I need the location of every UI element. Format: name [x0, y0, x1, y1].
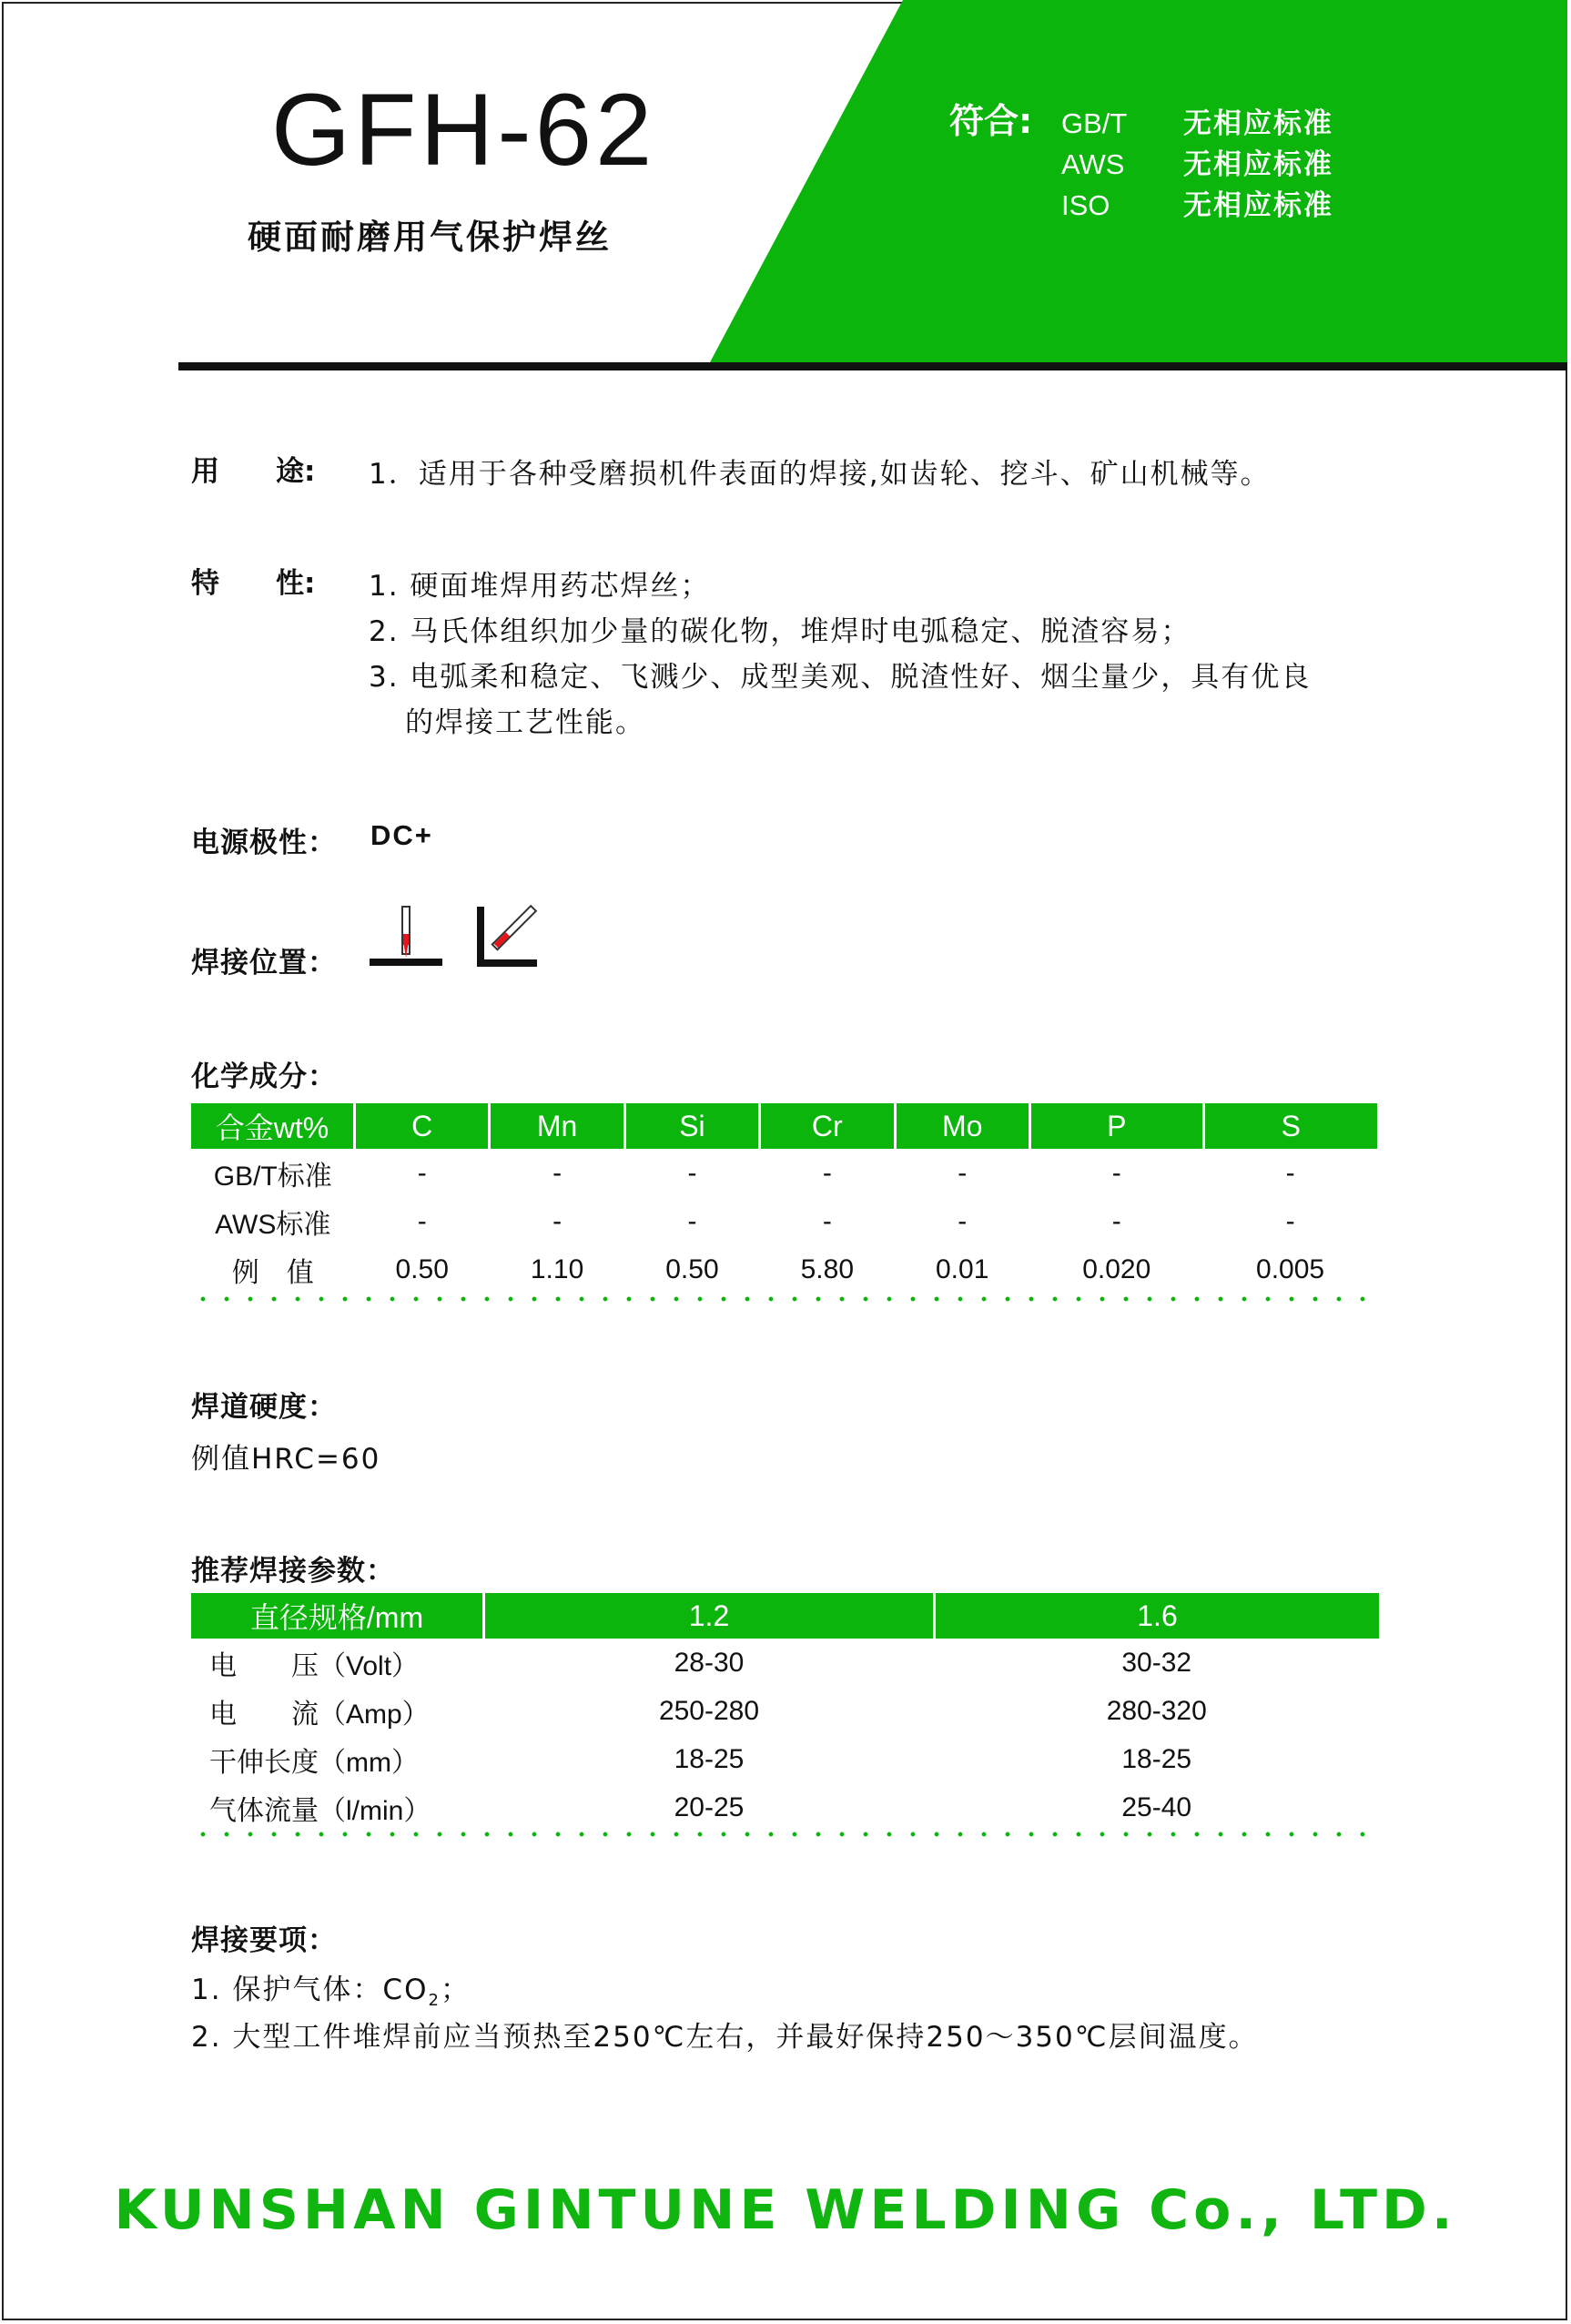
- hardness-value: 例值HRC=60: [191, 1443, 381, 1476]
- params-table: [191, 1593, 1379, 1832]
- column-header: C: [355, 1103, 490, 1149]
- standard-value: 无相应标准: [1183, 189, 1333, 222]
- table-cell: 280-320: [1106, 1695, 1207, 1726]
- note-item-1-suffix: ；: [440, 1974, 471, 2006]
- column-header: 合金wt%: [191, 1103, 355, 1149]
- row-header: 电 流（Amp）: [209, 1699, 430, 1730]
- table-cell: 0.01: [935, 1253, 989, 1284]
- row-header: AWS标准: [215, 1209, 331, 1240]
- column-header: 1.6: [935, 1593, 1380, 1639]
- horizontal-fillet-position-icon: [473, 903, 564, 971]
- company-footer: KUNSHAN GINTUNE WELDING Co., LTD.: [114, 2178, 1457, 2242]
- dotted-divider: [191, 1832, 1374, 1837]
- standard-name: GB/T: [1061, 107, 1128, 139]
- product-code: GFH-62: [271, 73, 656, 187]
- table-cell: -: [822, 1157, 832, 1188]
- note-item-1: [191, 1966, 471, 2010]
- standard-row-aws: [1061, 141, 1333, 182]
- row-header: 例 值: [231, 1257, 314, 1288]
- row-header: 气体流量（l/min）: [209, 1795, 431, 1826]
- table-cell: 0.020: [1082, 1253, 1151, 1284]
- column-header: Si: [624, 1103, 759, 1149]
- usage-item: 1．适用于各种受磨损机件表面的焊接,如齿轮、挖斗、矿山机械等。: [369, 458, 1271, 491]
- column-header: 直径规格/mm: [191, 1593, 484, 1639]
- chemistry-title: 化学成分：: [191, 1061, 337, 1093]
- table-cell: 0.50: [665, 1253, 719, 1284]
- table-cell: -: [552, 1157, 563, 1188]
- hardness-title: 焊道硬度：: [191, 1391, 337, 1424]
- usage-label: 用 途:: [191, 455, 316, 488]
- table-cell: -: [958, 1205, 968, 1236]
- standard-value: 无相应标准: [1183, 148, 1333, 181]
- params-title: 推荐焊接参数：: [191, 1555, 395, 1588]
- feature-item-1: 1. 硬面堆焊用药芯焊丝；: [369, 570, 711, 603]
- table-cell: -: [552, 1205, 563, 1236]
- position-label: 焊接位置：: [191, 947, 337, 979]
- table-cell: -: [417, 1157, 427, 1188]
- table-row: [191, 1783, 1379, 1832]
- column-header: Mn: [490, 1103, 624, 1149]
- table-cell: -: [1285, 1205, 1295, 1236]
- table-cell: 18-25: [674, 1743, 745, 1774]
- table-cell: -: [417, 1205, 427, 1236]
- table-cell: 250-280: [658, 1695, 760, 1726]
- table-cell: -: [1111, 1157, 1121, 1188]
- note-item-1-subscript: 2: [428, 1991, 441, 2011]
- table-row: [191, 1639, 1379, 1687]
- table-row: [191, 1687, 1379, 1735]
- notes-title: 焊接要项：: [191, 1924, 337, 1957]
- table-cell: -: [687, 1205, 697, 1236]
- header-divider: [178, 362, 1567, 370]
- table-row: [191, 1197, 1377, 1245]
- dotted-divider: [191, 1296, 1374, 1302]
- table-header-row: [191, 1103, 1377, 1149]
- polarity-label: 电源极性：: [191, 827, 337, 859]
- table-cell: -: [822, 1205, 832, 1236]
- chemistry-table: [191, 1103, 1377, 1294]
- standard-row-gbt: [1061, 100, 1333, 141]
- table-cell: -: [687, 1157, 697, 1188]
- feature-item-2: 2. 马氏体组织加少量的碳化物，堆焊时电弧稳定、脱渣容易；: [369, 615, 1191, 648]
- table-cell: 5.80: [800, 1253, 854, 1284]
- column-header: 1.2: [484, 1593, 935, 1639]
- table-cell: -: [1285, 1157, 1295, 1188]
- table-cell: 28-30: [674, 1647, 745, 1678]
- column-header: S: [1203, 1103, 1377, 1149]
- polarity-value: DC+: [370, 819, 433, 851]
- row-header: GB/T标准: [213, 1161, 332, 1192]
- table-cell: 25-40: [1121, 1791, 1192, 1822]
- table-cell: 0.50: [395, 1253, 449, 1284]
- table-cell: -: [1111, 1205, 1121, 1236]
- table-cell: 30-32: [1121, 1647, 1192, 1678]
- table-cell: 0.005: [1256, 1253, 1325, 1284]
- conform-label: 符合:: [949, 101, 1033, 141]
- table-cell: 20-25: [674, 1791, 745, 1822]
- column-header: Cr: [760, 1103, 895, 1149]
- note-item-1-text: 1. 保护气体：CO: [191, 1974, 429, 2006]
- standard-name: AWS: [1061, 148, 1125, 180]
- column-header: Mo: [895, 1103, 1029, 1149]
- feature-item-3: 3. 电弧柔和稳定、飞溅少、成型美观、脱渣性好、烟尘量少，具有优良: [369, 661, 1312, 694]
- feature-item-3-cont: 的焊接工艺性能。: [405, 706, 645, 739]
- column-header: P: [1029, 1103, 1203, 1149]
- table-cell: 18-25: [1121, 1743, 1192, 1774]
- product-name: 硬面耐磨用气保护焊丝: [248, 218, 612, 257]
- table-cell: 1.10: [530, 1253, 584, 1284]
- table-row: [191, 1245, 1377, 1294]
- header-green-banner: [0, 0, 1571, 369]
- table-row: [191, 1149, 1377, 1197]
- row-header: 干伸长度（mm）: [209, 1747, 419, 1778]
- table-cell: -: [958, 1157, 968, 1188]
- standard-value: 无相应标准: [1183, 107, 1333, 140]
- table-row: [191, 1735, 1379, 1783]
- row-header: 电 压（Volt）: [209, 1650, 420, 1681]
- features-label: 特 性:: [191, 567, 316, 600]
- table-header-row: [191, 1593, 1379, 1639]
- standard-row-iso: [1061, 182, 1333, 223]
- note-item-2: 2. 大型工件堆焊前应当预热至250℃左右，并最好保持250～350℃层间温度。: [191, 2021, 1259, 2054]
- standard-name: ISO: [1061, 189, 1110, 221]
